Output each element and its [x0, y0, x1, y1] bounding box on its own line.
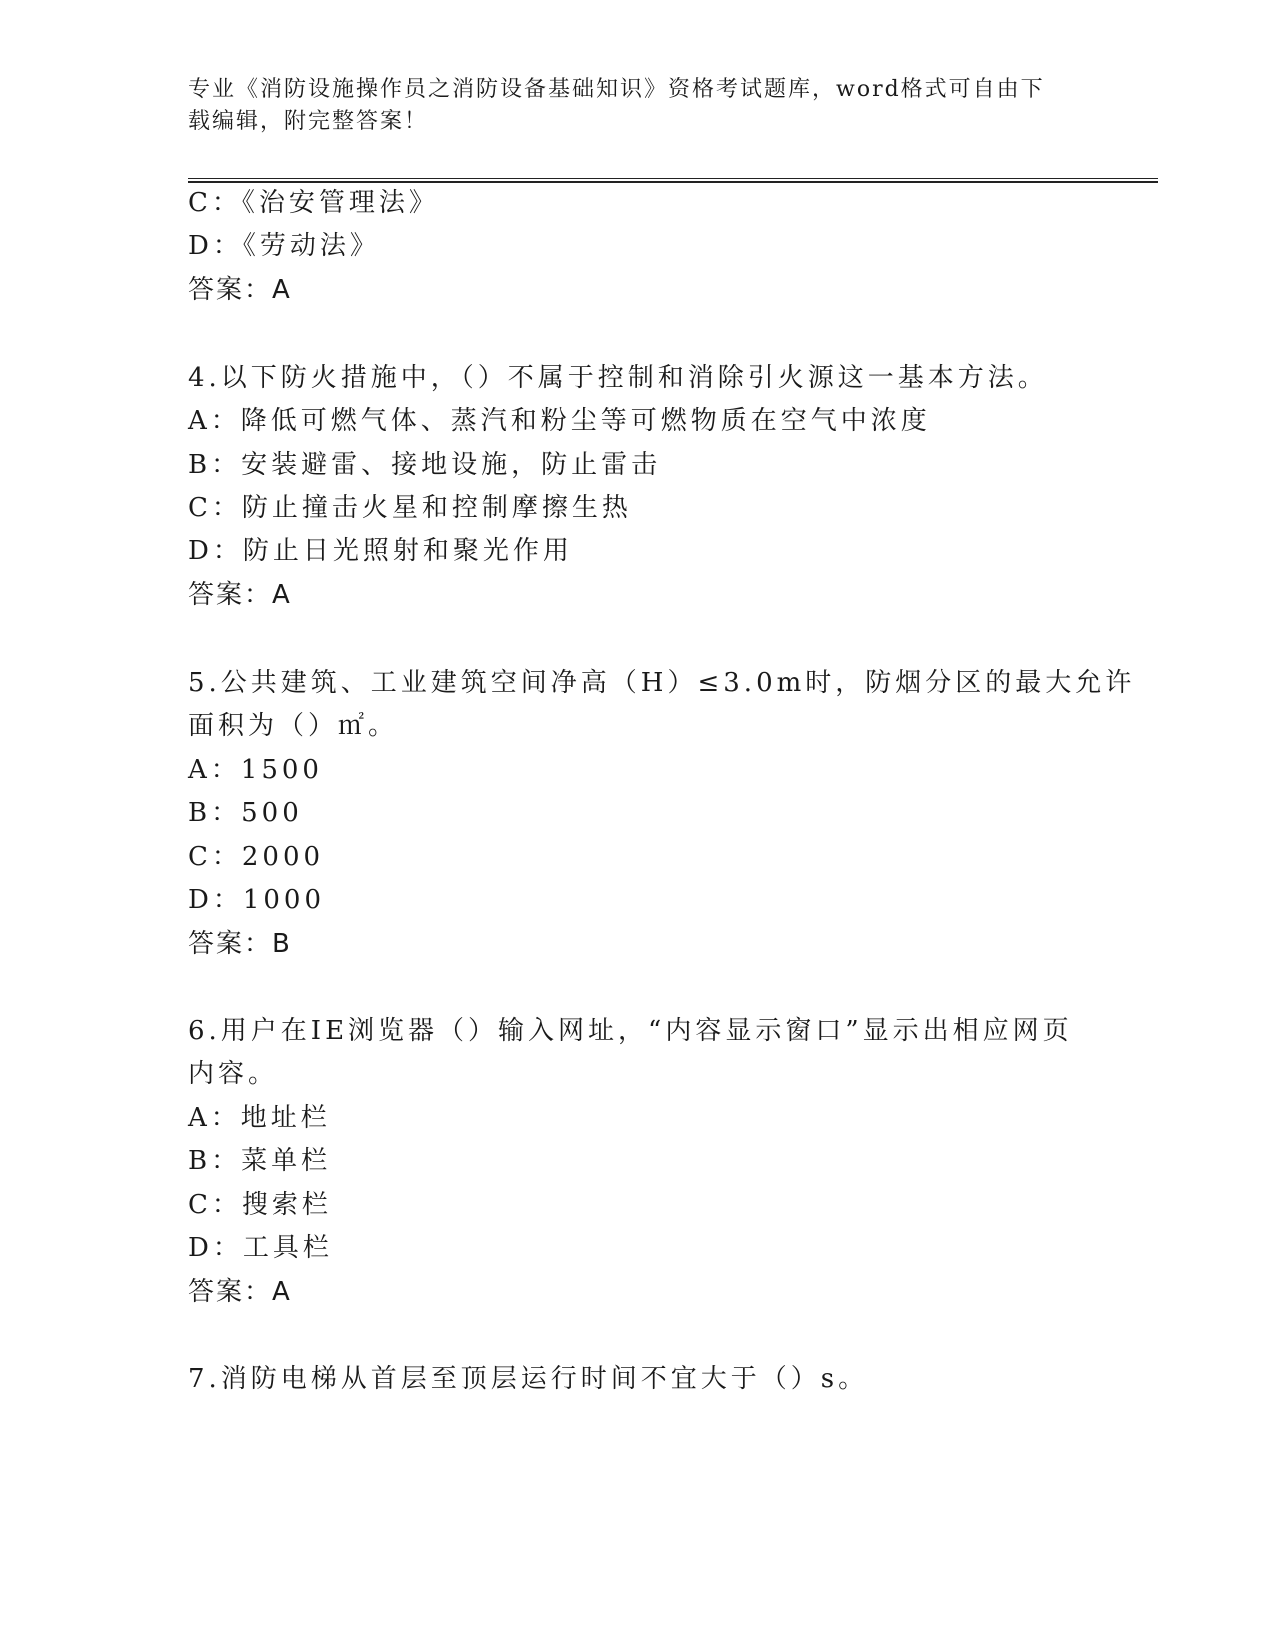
- q3-option-d: D：《劳动法》: [188, 231, 380, 261]
- q6-option-b: B：菜单栏: [188, 1146, 332, 1176]
- q6-answer: 答案：A: [188, 1277, 292, 1307]
- q6-option-d: D：工具栏: [188, 1233, 333, 1263]
- q5-option-d: D：1000: [188, 885, 326, 915]
- q5-stem-line-1: 5.公共建筑、工业建筑空间净高（H）≤3.0m时，防烟分区的最大允许: [188, 668, 1136, 698]
- document-header: [188, 74, 1088, 138]
- q5-stem-line-2: 面积为（）㎡。: [188, 711, 399, 741]
- q4-option-d: D：防止日光照射和聚光作用: [188, 536, 573, 566]
- q5-option-c: C：2000: [188, 842, 325, 872]
- q4-option-b: B：安装避雷、接地设施，防止雷击: [188, 450, 662, 480]
- header-divider: [188, 178, 1158, 183]
- q6-option-c: C：搜索栏: [188, 1190, 332, 1220]
- q4-stem: 4.以下防火措施中，（）不属于控制和消除引火源这一基本方法。: [188, 363, 1048, 393]
- q6-stem-line-1: 6.用户在IE浏览器（）输入网址，“内容显示窗口”显示出相应网页: [188, 1016, 1073, 1046]
- q6-stem-line-2: 内容。: [188, 1059, 279, 1089]
- q7-stem: 7.消防电梯从首层至顶层运行时间不宜大于（）s。: [188, 1364, 869, 1394]
- q6-option-a: A：地址栏: [188, 1103, 331, 1133]
- q4-answer: 答案：A: [188, 580, 292, 610]
- q5-option-a: A：1500: [188, 755, 323, 785]
- q4-option-a: A：降低可燃气体、蒸汽和粉尘等可燃物质在空气中浓度: [188, 406, 931, 436]
- q3-answer: 答案：A: [188, 275, 292, 305]
- q5-option-b: B：500: [188, 798, 303, 828]
- header-line-1: 专业《消防设施操作员之消防设备基础知识》资格考试题库，word格式可自由下: [188, 77, 1045, 102]
- q4-option-c: C：防止撞击火星和控制摩擦生热: [188, 493, 632, 523]
- header-line-2: 载编辑，附完整答案！: [188, 109, 429, 134]
- q3-option-c: C：《治安管理法》: [188, 188, 439, 218]
- q5-answer: 答案：B: [188, 929, 292, 959]
